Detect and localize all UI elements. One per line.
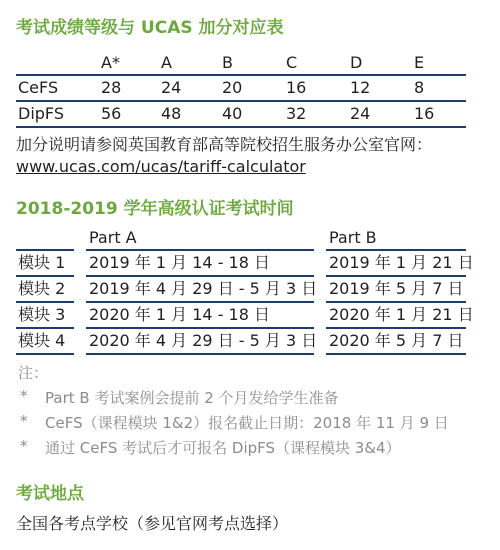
grade-table-title: 考试成绩等级与 UCAS 加分对应表 xyxy=(16,18,284,38)
table-rule xyxy=(16,353,74,355)
tariff-description: 加分说明请参阅英国教育部高等院校招生服务办公室官网： xyxy=(16,135,433,154)
cefs-value: 8 xyxy=(414,78,425,97)
grade-header-a-star: A* xyxy=(101,53,120,72)
note-bullet: * xyxy=(20,412,28,430)
exam-schedule-title: 2018-2019 学年高级认证考试时间 xyxy=(16,199,294,219)
cefs-value: 28 xyxy=(101,78,122,97)
exam-location-title: 考试地点 xyxy=(16,484,84,504)
note-bullet: * xyxy=(20,437,28,455)
grade-header-a: A xyxy=(161,53,172,72)
part-b-date: 2019 年 5 月 7 日 xyxy=(329,279,464,298)
table-rule xyxy=(16,100,466,102)
note-bullet: * xyxy=(20,387,28,405)
dipfs-value: 40 xyxy=(222,104,243,123)
part-a-date: 2019 年 4 月 29 日 - 5 月 3 日 xyxy=(89,279,318,298)
cefs-value: 20 xyxy=(222,78,243,97)
dipfs-value: 16 xyxy=(414,104,435,123)
exam-location-text: 全国各考点学校（参见官网考点选择） xyxy=(16,514,289,533)
grade-header-c: C xyxy=(286,53,298,72)
module-label: 模块 2 xyxy=(18,279,66,298)
table-rule xyxy=(86,275,314,277)
part-b-date: 2020 年 5 月 7 日 xyxy=(329,331,464,350)
table-rule xyxy=(326,353,466,355)
table-rule xyxy=(86,301,314,303)
table-rule xyxy=(326,249,466,251)
table-rule xyxy=(326,275,466,277)
cefs-value: 12 xyxy=(350,78,371,97)
note-text: CeFS（课程模块 1&2）报名截止日期：2018 年 11 月 9 日 xyxy=(45,414,449,432)
table-rule xyxy=(16,74,466,76)
table-rule xyxy=(326,301,466,303)
part-a-date: 2019 年 1 月 14 - 18 日 xyxy=(89,253,270,272)
part-a-header: Part A xyxy=(89,228,137,247)
notes-label: 注： xyxy=(18,364,49,382)
part-b-date: 2019 年 1 月 21 日 xyxy=(329,253,474,272)
module-label: 模块 4 xyxy=(18,331,66,350)
grade-header-b: B xyxy=(222,53,233,72)
table-rule xyxy=(16,301,74,303)
table-rule xyxy=(16,249,74,251)
part-b-date: 2020 年 1 月 21 日 xyxy=(329,305,474,324)
table-rule xyxy=(86,353,314,355)
dipfs-value: 48 xyxy=(161,104,182,123)
grade-header-d: D xyxy=(350,53,363,72)
table-rule xyxy=(16,275,74,277)
dipfs-value: 32 xyxy=(286,104,307,123)
cefs-value: 24 xyxy=(161,78,182,97)
part-a-date: 2020 年 1 月 14 - 18 日 xyxy=(89,305,270,324)
part-a-date: 2020 年 4 月 29 日 - 5 月 3 日 xyxy=(89,331,318,350)
table-rule xyxy=(86,249,314,251)
cefs-value: 16 xyxy=(286,78,307,97)
note-text: Part B 考试案例会提前 2 个月发给学生准备 xyxy=(45,389,339,407)
note-text: 通过 CeFS 考试后才可报名 DipFS（课程模块 3&4） xyxy=(45,439,401,457)
module-label: 模块 3 xyxy=(18,305,66,324)
part-b-header: Part B xyxy=(329,228,377,247)
dipfs-value: 24 xyxy=(350,104,371,123)
dipfs-value: 56 xyxy=(101,104,122,123)
table-rule xyxy=(16,126,466,128)
grade-header-e: E xyxy=(414,53,425,72)
table-rule xyxy=(326,327,466,329)
row-label-cefs: CeFS xyxy=(18,78,59,97)
table-rule xyxy=(86,327,314,329)
table-rule xyxy=(16,327,74,329)
module-label: 模块 1 xyxy=(18,253,66,272)
ucas-tariff-link[interactable]: www.ucas.com/ucas/tariff-calculator xyxy=(16,157,306,176)
row-label-dipfs: DipFS xyxy=(18,104,64,123)
